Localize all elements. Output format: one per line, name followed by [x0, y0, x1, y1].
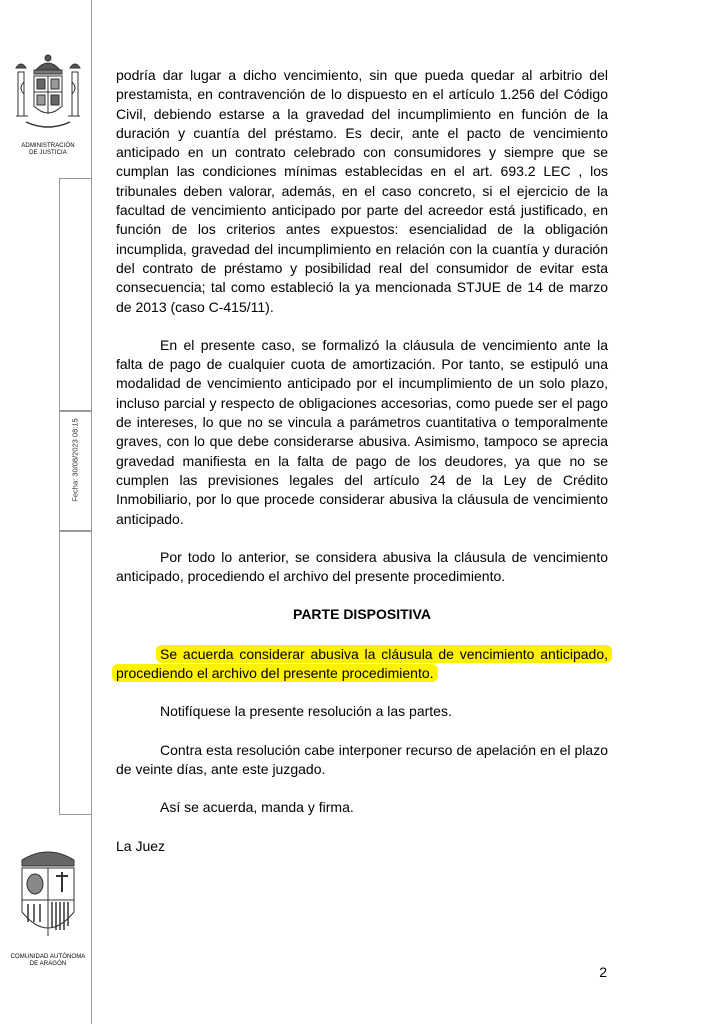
ruling-highlight: Se acuerda considerar abusiva la cláusula de vencimiento anticipado, procediendo el archivo del presente procedimiento.: [112, 645, 612, 682]
appeal-paragraph: Contra esta resolución cabe interponer recurso de apelación en el plazo de veinte días, ante este juzgado.: [116, 741, 608, 777]
spain-coat-of-arms-icon: [8, 52, 88, 138]
page-number: 2: [599, 964, 607, 980]
document-body: [116, 66, 608, 875]
signer-label: La Juez: [116, 837, 166, 854]
date-stamp: Fecha: 30/08/2023 08:15: [70, 418, 80, 502]
section-heading: PARTE DISPOSITIVA: [293, 606, 431, 623]
paragraph-conclusion: Por todo lo anterior, se considera abusiva la cláusula de vencimiento anticipado, procediendo el archivo del presente procedimiento.: [116, 548, 608, 585]
margin-box-lower: [59, 530, 92, 815]
ruling-paragraph: [116, 645, 608, 684]
top-org-label-line-2: DE JUSTICIA: [29, 150, 67, 156]
bottom-org-label: [4, 954, 92, 968]
bottom-org-label-line-1: COMUNIDAD AUTÓNOMA: [10, 954, 86, 960]
notify-paragraph: Notifíquese la presente resolución a las partes.: [160, 703, 452, 720]
margin-box-upper: [59, 178, 92, 412]
top-org-label: [4, 143, 92, 157]
closing-paragraph: Así se acuerda, manda y firma.: [160, 799, 354, 816]
paragraph-present-case: En el presente caso, se formalizó la cláusula de vencimiento ante la falta de pago de cualquier cuota de amortización. Por tanto, se estipuló una modalidad de vencimiento anticipado por el incumplimiento de un solo plazo, incluso parcial y respecto de obligaciones accesorias, como puede ser el pago de intereses, lo que no se vincula a parámetros cuantitativa o temporalmente graves, con lo que debe considerarse abusiva. Asimismo, tampoco se aprecia gravedad manifiesta en la falta de pago de los deudores, ya que no se cumplen las previsiones legales del artículo 24 de la Ley de Crédito Inmobiliario, por lo que procede considerar abusiva la cláusula de vencimiento anticipado.: [116, 336, 608, 527]
bottom-org-label-line-2: DE ARAGÓN: [29, 961, 67, 967]
top-org-label-line-1: ADMINISTRACIÓN: [21, 143, 75, 149]
aragon-coat-of-arms-icon: [8, 846, 88, 950]
paragraph-legal-reasoning: podría dar lugar a dicho vencimiento, sin que pueda quedar al arbitrio del prestamista, en contravención de lo dispuesto en el artículo 1.256 del Código Civil, debiendo estarse a la gravedad del incumplimiento en función de la duración y cuantía del préstamo. Es decir, ante el pacto de vencimiento anticipado en un contrato celebrado con consumidores y siempre que se cumplan las condiciones mínimas establecidas en el art. 693.2 LEC , los tribunales deben valorar, además, en el caso concreto, si el ejercicio de la facultad de vencimiento anticipado por parte del acreedor está justificado, en función de los criterios antes expuestos: esencialidad de la obligación incumplida, gravedad del incumplimiento en relación con la cuantía y duración del contrato de préstamo y posibilidad real del consumidor de evitar esta consecuencia; tal como estableció la ya mencionada STJUE de 14 de marzo de 2013 (caso C-415/11).: [116, 67, 608, 315]
